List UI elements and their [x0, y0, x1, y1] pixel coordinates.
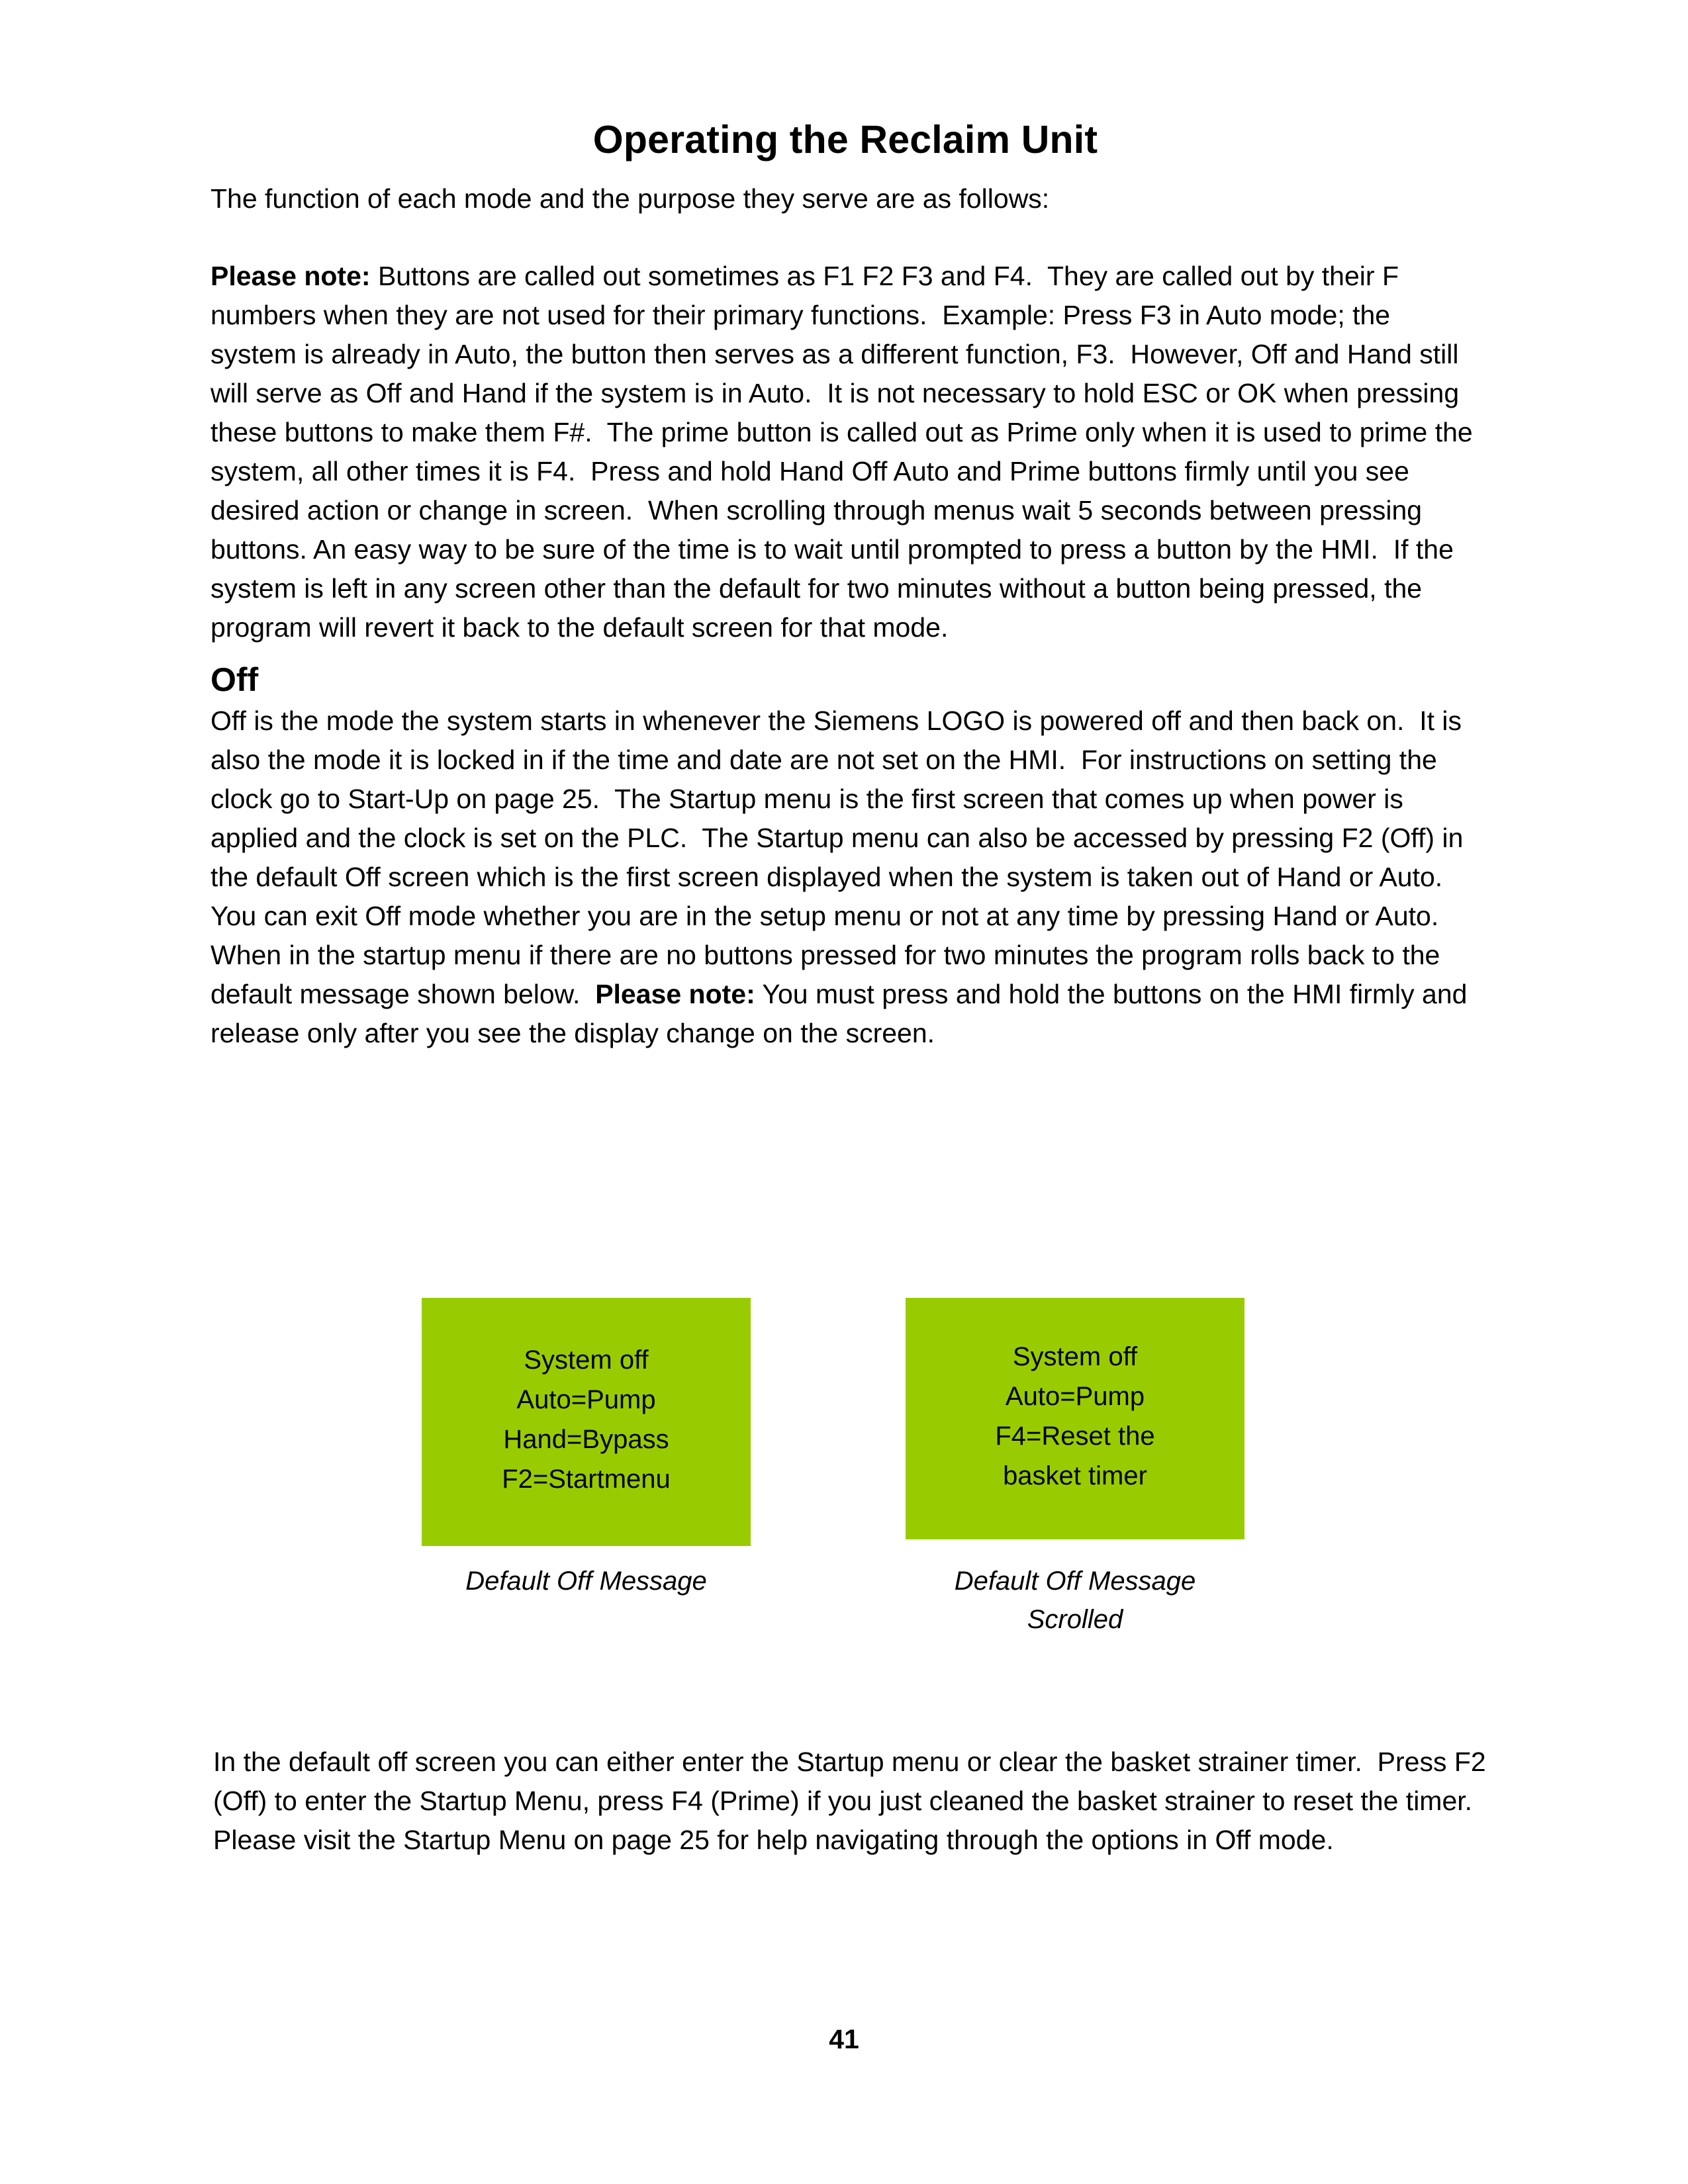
off-body-after-note: You must press and hold the buttons on the HMI firmly and release only after you see the display change on the screen.	[211, 978, 1475, 1048]
hmi-screen-default-off-message-scrolled	[906, 1298, 1244, 1539]
please-note-body: Buttons are called out sometimes as F1 F2 F3 and F4. They are called out by their F numbers when they are not used for their primary functions. Example: Press F3 in Auto mode; the system is already in Auto, the button then serves as a different function, F3. However, Off and Hand still will serve as Off and Hand if the system is in Auto. It is not necessary to hold ESC or OK when pressing these buttons to make them F#. The prime button is called out as Prime only when it is used to prime the system, all other times it is F4. Press and hold Hand Off Auto and Prime buttons firmly until you see desired action or change in screen. When scrolling through menus wait 5 seconds between pressing buttons. An easy way to be sure of the time is to wait until prompted to press a button by the HMI. If the system is left in any screen other than the default for two minutes without a button being pressed, the program will revert it back to the default screen for that mode.	[211, 260, 1481, 643]
off-body-before-note: Off is the mode the system starts in whenever the Siemens LOGO is powered off and then back on. It is also the mode it is locked in if the time and date are not set on the HMI. For instructions on setting the clock go to Start-Up on page 25. The Startup menu is the first screen that comes up when power is applied and the clock is set on the PLC. The Startup menu can also be accessed by pressing F2 (Off) in the default Off screen which is the first screen displayed when the system is taken out of Hand or Auto. You can exit Off mode whether you are in the setup menu or not at any time by pressing Hand or Auto. When in the startup menu if there are no buttons pressed for two minutes the program rolls back to the default message shown below.	[211, 705, 1471, 1009]
hmi-scrolled-line-2: Auto=Pump	[1005, 1381, 1145, 1411]
hmi-line-1: System off	[524, 1345, 649, 1375]
figure-caption-right-line2: Scrolled	[1027, 1605, 1123, 1634]
please-note-paragraph	[211, 257, 1480, 647]
hmi-screen-default-off-message	[422, 1298, 751, 1546]
hmi-scrolled-line-1: System off	[1012, 1342, 1138, 1371]
figure-caption-right	[906, 1562, 1244, 1639]
off-section-paragraph	[211, 702, 1480, 1053]
hmi-scrolled-line-3: F4=Reset the	[995, 1421, 1155, 1451]
document-content	[211, 0, 1480, 1053]
figure-caption-left-text: Default Off Message	[465, 1567, 707, 1596]
section-heading-off: Off	[211, 660, 259, 698]
lower-paragraph: In the default off screen you can either enter the Startup menu or clear the basket strainer timer. Press F2 (Off) to enter the Startup Menu, press F4 (Prime) if you just cleaned the basket strainer to reset the timer. Please visit the Startup Menu on page 25 for help navigating through the options in Off mode.	[213, 1747, 1494, 1855]
page-number: 41	[829, 2024, 859, 2054]
hmi-line-2: Auto=Pump	[516, 1385, 656, 1414]
hmi-screens-figure	[0, 1296, 1688, 1719]
intro-paragraph: The function of each mode and the purpose they serve are as follows:	[211, 183, 1050, 214]
hmi-line-3: Hand=Bypass	[503, 1424, 669, 1454]
off-please-note-label: Please note:	[595, 978, 755, 1009]
please-note-label: Please note:	[211, 260, 371, 291]
figure-caption-right-line1: Default Off Message	[954, 1567, 1196, 1596]
hmi-line-4: F2=Startmenu	[502, 1464, 671, 1494]
page-title: Operating the Reclaim Unit	[592, 118, 1098, 161]
hmi-scrolled-line-4: basket timer	[1003, 1461, 1147, 1490]
figure-caption-left	[422, 1562, 751, 1600]
